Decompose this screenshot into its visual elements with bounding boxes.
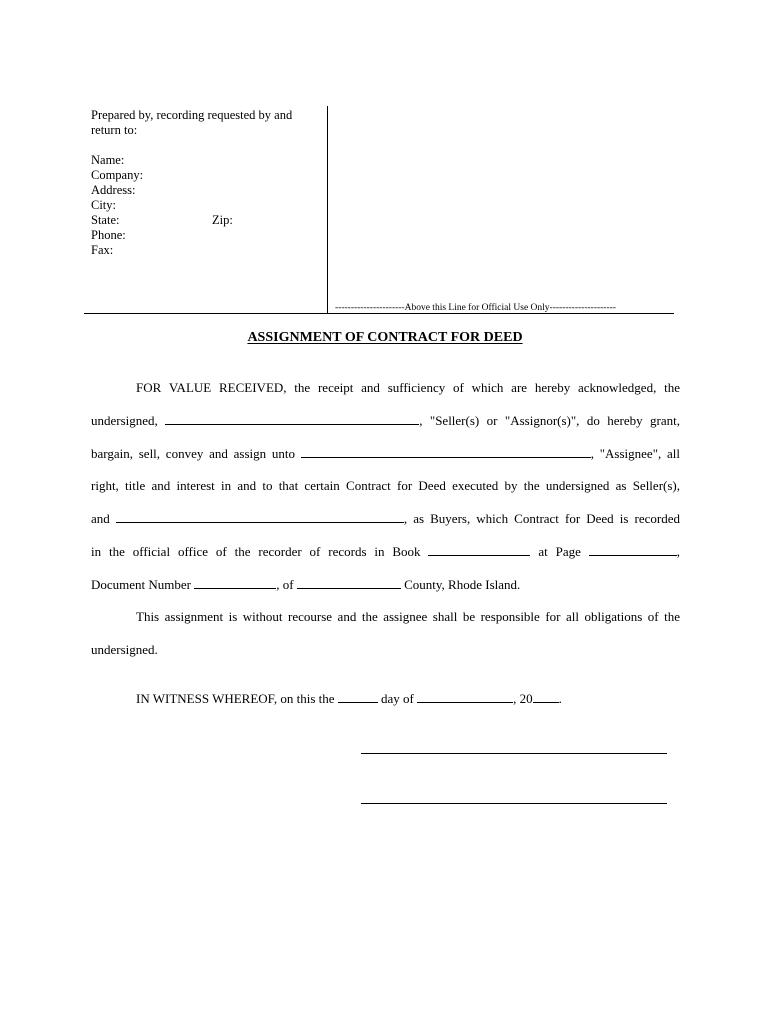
body-text: day of — [381, 691, 414, 706]
zip-label: Zip: — [212, 213, 233, 227]
body-line-6 — [91, 544, 680, 560]
body-text: undersigned, — [91, 413, 158, 428]
buyer-name-blank[interactable] — [116, 511, 404, 523]
body-text: , "Assignee", all — [590, 446, 680, 461]
book-number-blank[interactable] — [428, 544, 530, 556]
body-text: , as Buyers, which Contract for Deed is recorded — [403, 511, 681, 526]
body-text: . — [558, 691, 562, 706]
page-number-blank[interactable] — [589, 544, 677, 556]
witness-line — [136, 691, 680, 707]
body-line-8 — [136, 609, 680, 625]
body-text: right, title and interest in and to that certain Contract for Deed executed by the undersigned as Seller(s), — [91, 478, 680, 493]
body-text: at Page — [538, 544, 581, 559]
body-line-2 — [91, 413, 680, 429]
signature-line-1[interactable] — [361, 753, 667, 754]
phone-label: Phone: — [91, 228, 126, 242]
body-text: Document Number — [91, 577, 192, 592]
body-text: , of — [276, 577, 294, 592]
name-label: Name: — [91, 153, 125, 167]
body-text: and — [91, 511, 110, 526]
city-label: City: — [91, 198, 117, 212]
day-blank[interactable] — [338, 691, 378, 703]
body-text: IN WITNESS WHEREOF, on this the — [136, 691, 335, 706]
prepared-by-text: Prepared by, recording requested by and return to: — [91, 108, 293, 137]
company-label: Company: — [91, 168, 144, 182]
header-vertical-divider — [327, 106, 328, 314]
body-text: in the official office of the recorder of records in Book — [91, 544, 421, 559]
month-blank[interactable] — [417, 691, 513, 703]
body-line-4 — [91, 478, 680, 494]
body-text: bargain, sell, convey and assign unto — [91, 446, 295, 461]
body-text: This assignment is without recourse and the assignee shall be responsible for all obligations of the — [136, 609, 680, 624]
body-text: , 20 — [513, 691, 533, 706]
body-text: , — [676, 544, 681, 559]
official-use-notice: ----------------------Above this Line for Official Use Only--------------------- — [335, 303, 616, 313]
body-line-9 — [91, 642, 680, 658]
signature-line-2[interactable] — [361, 803, 667, 804]
body-line-7 — [91, 577, 680, 593]
header-horizontal-divider — [84, 313, 674, 314]
document-title: ASSIGNMENT OF CONTRACT FOR DEED — [247, 330, 523, 345]
year-blank[interactable] — [533, 691, 559, 703]
body-text: FOR VALUE RECEIVED, the receipt and sufficiency of which are hereby acknowledged, the — [136, 380, 680, 395]
fax-label: Fax: — [91, 243, 114, 257]
county-blank[interactable] — [297, 577, 401, 589]
body-line-1 — [136, 380, 680, 396]
body-line-5 — [91, 511, 680, 527]
address-label: Address: — [91, 183, 136, 197]
body-text: County, Rhode Island. — [404, 577, 521, 592]
state-label: State: — [91, 213, 120, 227]
body-line-3 — [91, 446, 680, 462]
seller-name-blank[interactable] — [165, 413, 419, 425]
assignee-name-blank[interactable] — [301, 446, 591, 458]
body-text: undersigned. — [91, 642, 158, 657]
document-number-blank[interactable] — [194, 577, 276, 589]
body-text: , "Seller(s) or "Assignor(s)", do hereby grant, — [419, 413, 680, 428]
